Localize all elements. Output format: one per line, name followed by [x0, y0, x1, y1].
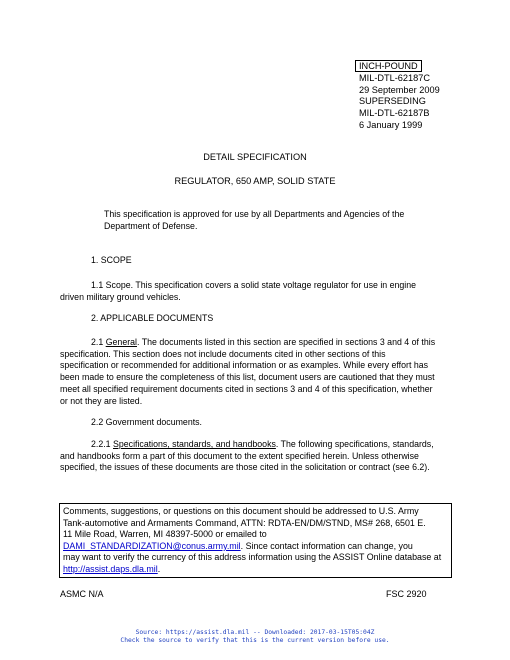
specifications-title: Specifications, standards, and handbooks: [113, 439, 276, 449]
superseding-label: SUPERSEDING: [359, 96, 426, 107]
document-subtitle: REGULATOR, 650 AMP, SOLID STATE: [174, 176, 336, 186]
section-1-1-paragraph: 1.1 Scope. This specification covers a solid state voltage regulator for use in engine driven military ground vehicles.: [60, 280, 417, 302]
fsc-label: FSC 2920: [386, 589, 427, 599]
document-date: 29 September 2009: [359, 84, 440, 95]
comments-notice-box: Comments, suggestions, or questions on this document should be addressed to U.S. Army Tank-automotive and Armaments Command, ATTN: RDTA-EN/DM/STND, MS# 268, 6501 E. 11 Mile Road, Warren, MI 48397-5000 or emailed to DAMI_STANDARDIZATION@conus.army.mil. Since contact information can change, you may want to verify the currency of this address information using the ASSIST Online database at http://assist.daps.dla.mil.: [59, 503, 452, 578]
section-2-2-1-paragraph: 2.2.1 Specifications, standards, and handbooks. The following specifications, standards, and handbooks form a part of this document to the extent specified herein. Unless otherwise specified, the issues of these documents are those cited in the solicitation or contract (see 6.2).: [60, 439, 434, 473]
amsc-label: ASMC N/A: [60, 589, 104, 599]
assist-url-link[interactable]: http://assist.daps.dla.mil: [63, 563, 158, 574]
approval-statement: This specification is approved for use by all Departments and Agencies of the Department of Defense.: [104, 209, 405, 231]
superseded-date: 6 January 1999: [359, 119, 423, 130]
section-2-2-heading: 2.2 Government documents.: [91, 417, 202, 427]
section-2-1-paragraph: 2.1 General. The documents listed in this section are specified in sections 3 and 4 of this specification. This section does not include documents cited in other sections of this specification or recommended for additional information or as examples. While every effort has been made to ensure the completeness of this list, document users are cautioned that they must meet all specified requirement documents cited in sections 3 and 4 of this specification, whether or not they are listed.: [60, 337, 436, 406]
general-title: General: [105, 337, 137, 347]
inch-pound-label: INCH-POUND: [355, 60, 422, 72]
section-2-heading: 2. APPLICABLE DOCUMENTS: [91, 313, 214, 323]
email-link[interactable]: DAMI_STANDARDIZATION@conus.army.mil: [63, 540, 241, 551]
section-1-heading: 1. SCOPE: [91, 255, 132, 265]
document-id: MIL-DTL-62187C: [359, 72, 430, 83]
superseded-id: MIL-DTL-62187B: [359, 108, 430, 119]
source-stamp: Source: https://assist.dla.mil -- Downloaded: 2017-03-15T05:04Z Check the source to verify that this is the current version before use.: [120, 629, 390, 644]
document-header: [359, 60, 440, 132]
document-title: DETAIL SPECIFICATION: [203, 152, 307, 162]
